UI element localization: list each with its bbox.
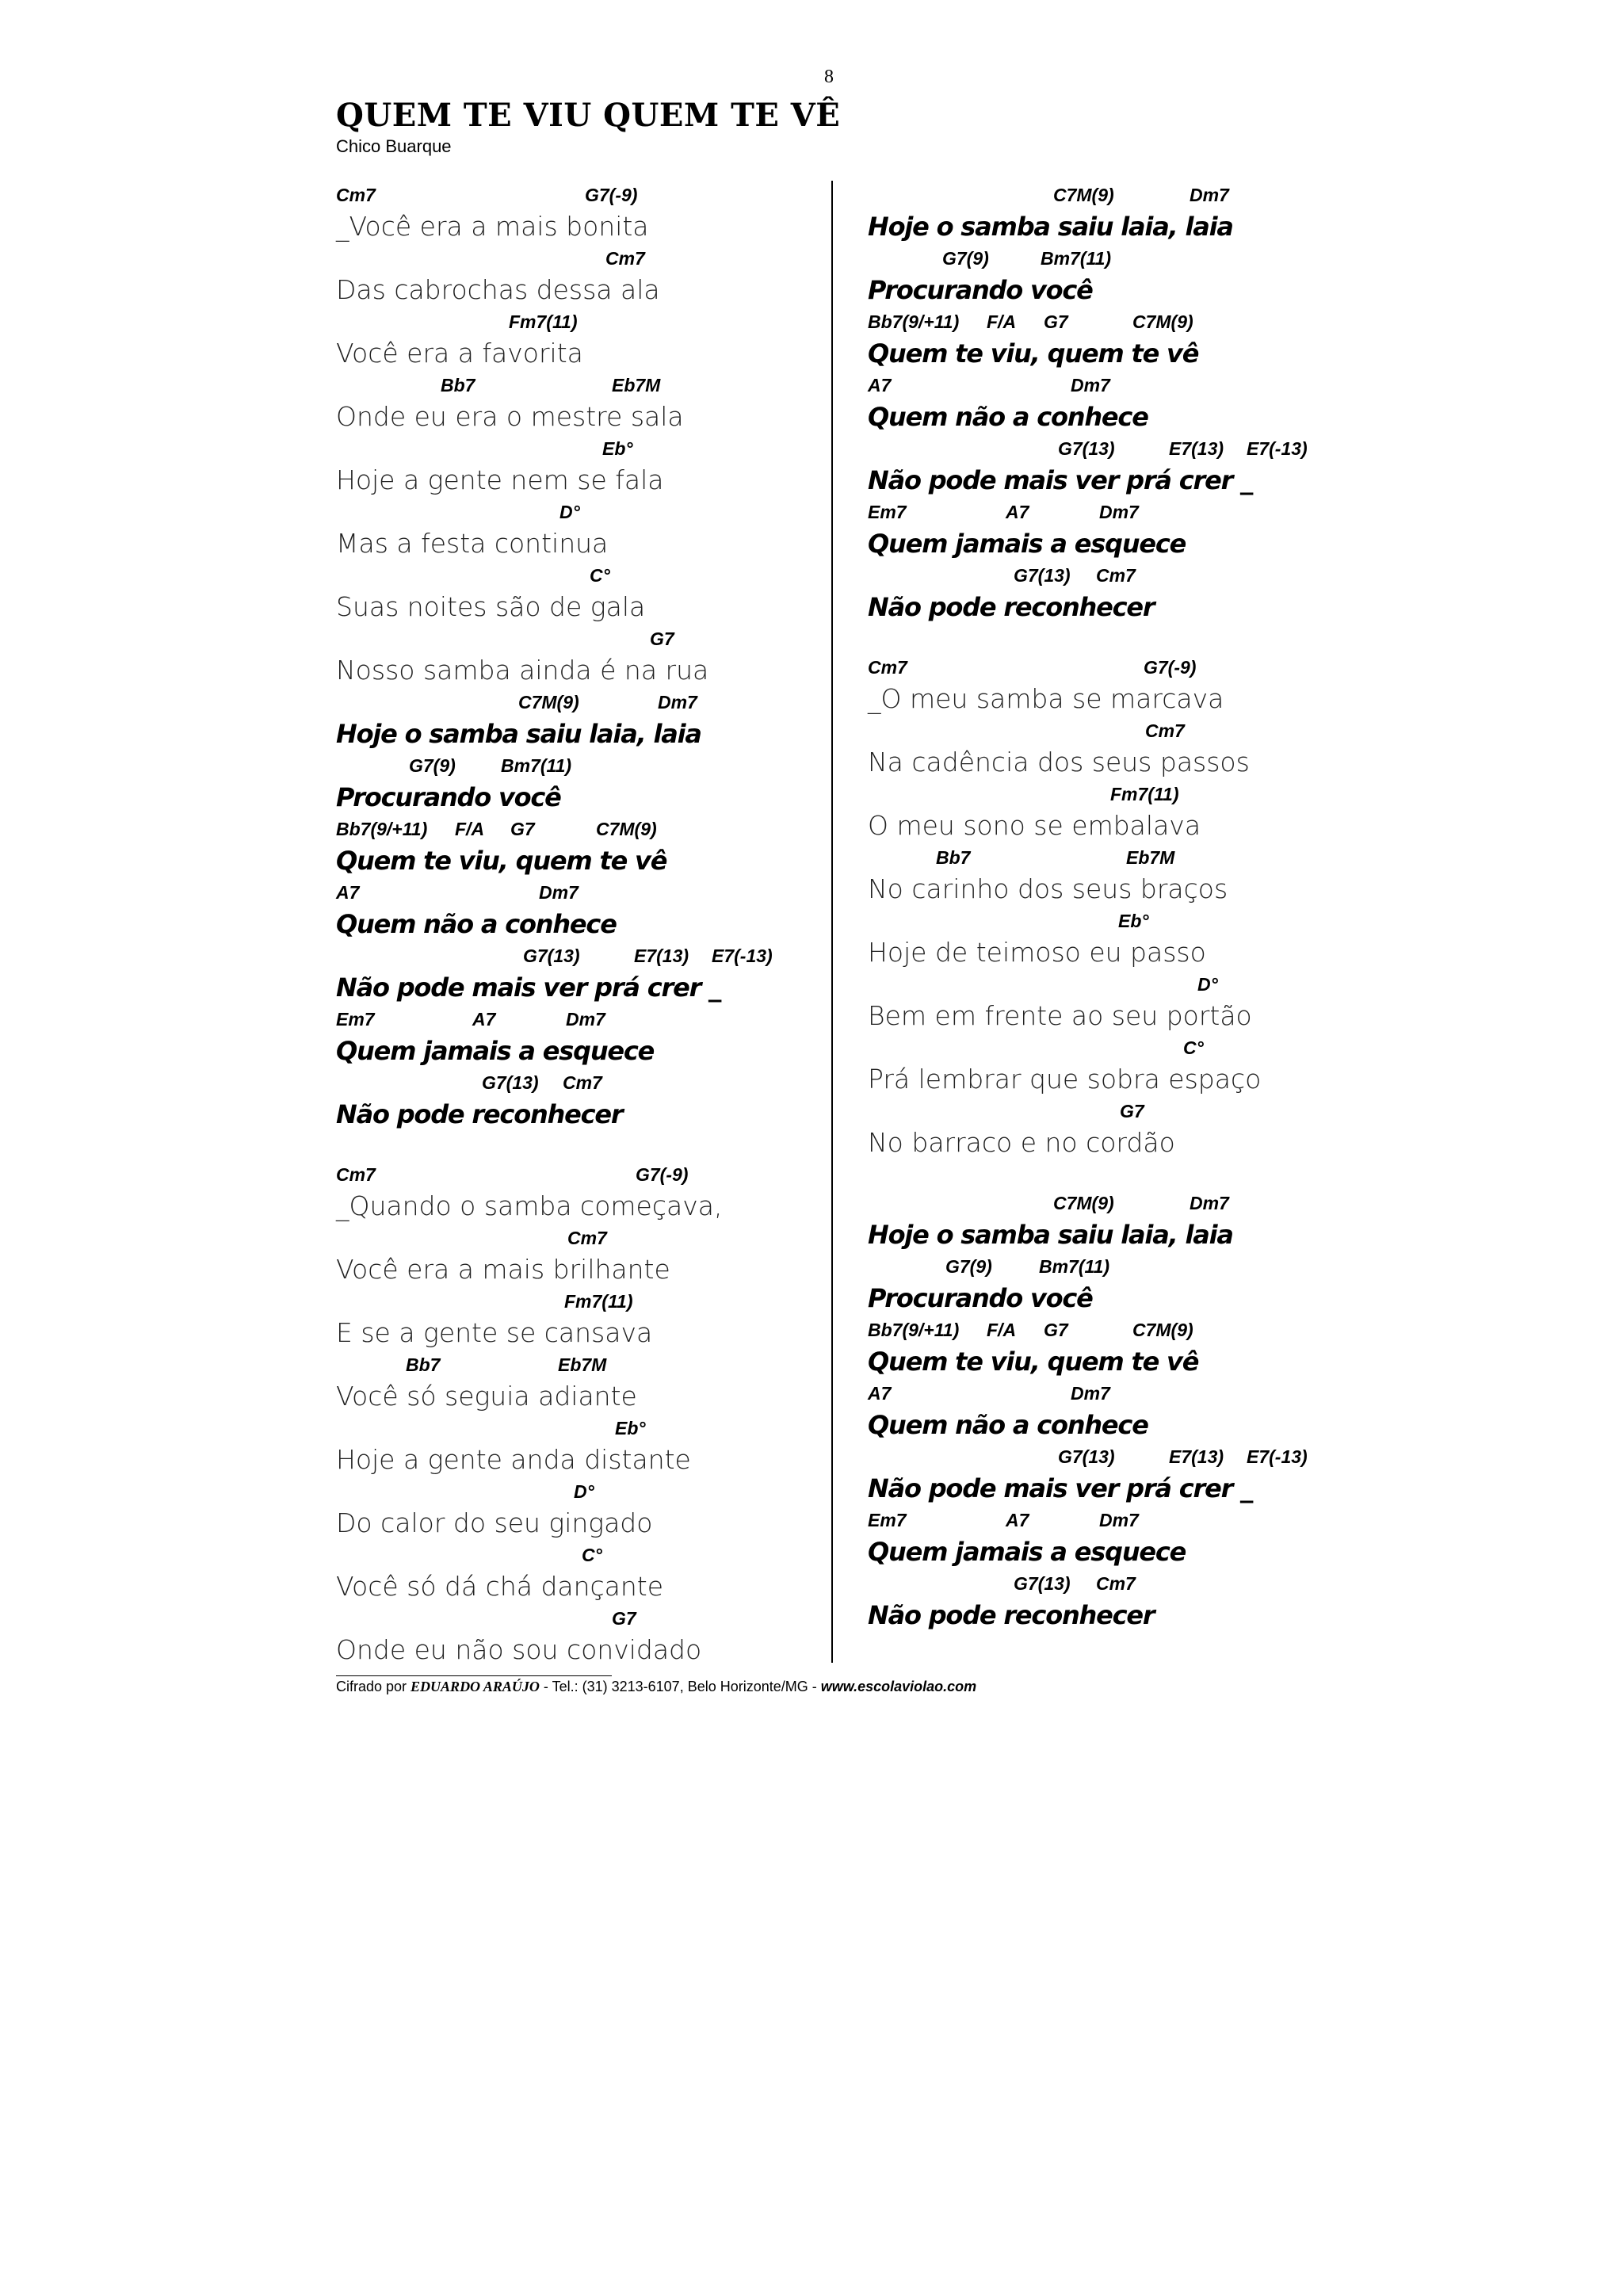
- chorus-lyric-line: Não pode reconhecer: [336, 1099, 623, 1129]
- chord-symbol: F/A: [987, 1320, 1017, 1340]
- chord-line: [336, 1544, 812, 1566]
- footer-contact: - Tel.: (31) 3213-6107, Belo Horizonte/MG -: [539, 1679, 821, 1694]
- chord-symbol: Dm7: [539, 882, 579, 903]
- chord-symbol: G7(-9): [636, 1164, 689, 1185]
- chord-symbol: Eb7M: [612, 375, 661, 395]
- stanza-gap: [336, 1135, 812, 1163]
- chord-symbol: F/A: [455, 819, 485, 839]
- chord-line: [868, 656, 1407, 678]
- chord-line: [336, 628, 812, 650]
- chord-line: [336, 311, 812, 333]
- page-number: 8: [824, 67, 834, 87]
- chord-symbol: D°: [574, 1481, 594, 1502]
- chord-symbol: G7: [612, 1608, 636, 1629]
- lyric-line: Hoje a gente nem se fala: [336, 464, 664, 495]
- chord-line: [868, 1382, 1407, 1404]
- lyric-line: Suas noites são de gala: [336, 591, 646, 622]
- chord-line: [868, 1192, 1407, 1214]
- footer-credit: [336, 1679, 976, 1695]
- chord-symbol: G7: [1120, 1101, 1144, 1121]
- lyric-line: Onde eu era o mestre sala: [336, 401, 684, 432]
- chord-symbol: Bb7: [406, 1354, 441, 1375]
- chord-line: [868, 783, 1407, 805]
- stanza-gap: [868, 628, 1407, 656]
- chord-line: [868, 247, 1407, 269]
- chorus-lyric-line: Não pode reconhecer: [868, 1600, 1155, 1630]
- chord-symbol: C°: [582, 1545, 602, 1565]
- chord-line: [336, 945, 812, 967]
- lyric-line: _O meu samba se marcava: [868, 683, 1224, 714]
- chord-symbol: Cm7: [868, 657, 907, 678]
- chord-line: [868, 973, 1407, 995]
- chord-line: [336, 881, 812, 904]
- chord-symbol: G7(-9): [585, 185, 638, 205]
- chord-symbol: Eb°: [1118, 911, 1149, 931]
- chorus-lyric-line: Não pode mais ver prá crer _: [336, 972, 720, 1003]
- chord-symbol: C7M(9): [1053, 185, 1114, 205]
- lyric-line: Você era a mais brilhante: [336, 1254, 670, 1285]
- chord-symbol: Bm7(11): [501, 755, 572, 776]
- chord-symbol: Eb7M: [1126, 847, 1175, 868]
- chord-line: [336, 1354, 812, 1376]
- chorus-lyric-line: Hoje o samba saiu laia, laia: [868, 1220, 1233, 1250]
- chord-symbol: Em7: [336, 1009, 375, 1030]
- chorus-lyric-line: Quem te viu, quem te vê: [336, 846, 667, 876]
- lyrics-column-right: [868, 184, 1407, 1636]
- chorus-lyric-line: Quem não a conhece: [336, 909, 617, 939]
- chord-symbol: G7(9): [942, 248, 989, 269]
- chorus-lyric-line: Procurando você: [336, 782, 561, 812]
- chord-line: [868, 1446, 1407, 1468]
- chord-line: [336, 564, 812, 586]
- footer-arranger: EDUARDO ARAÚJO: [411, 1679, 540, 1694]
- chord-line: [336, 247, 812, 269]
- chord-symbol: Bm7(11): [1041, 248, 1112, 269]
- chord-symbol: C7M(9): [596, 819, 657, 839]
- chord-symbol: Bb7(9/+11): [868, 1320, 960, 1340]
- chord-symbol: Dm7: [1190, 1193, 1229, 1213]
- lyric-line: _Você era a mais bonita: [336, 211, 649, 242]
- chord-symbol: A7: [868, 1383, 892, 1404]
- chorus-lyric-line: Não pode mais ver prá crer _: [868, 465, 1252, 495]
- chord-line: [868, 311, 1407, 333]
- chord-symbol: D°: [559, 502, 580, 522]
- chord-line: [336, 1163, 812, 1186]
- chord-symbol: Cm7: [1145, 720, 1185, 741]
- chord-line: [336, 374, 812, 396]
- chorus-lyric-line: Quem não a conhece: [868, 402, 1148, 432]
- chorus-lyric-line: Quem não a conhece: [868, 1410, 1148, 1440]
- chord-line: [336, 501, 812, 523]
- chord-symbol: Cm7: [605, 248, 645, 269]
- chorus-lyric-line: Quem jamais a esquece: [868, 1537, 1186, 1567]
- chord-symbol: E7(13): [1169, 438, 1224, 459]
- chord-line: [336, 1417, 812, 1439]
- chord-symbol: G7: [510, 819, 535, 839]
- chord-symbol: C7M(9): [518, 692, 579, 712]
- chord-symbol: Cm7: [1096, 1573, 1136, 1594]
- footer-website: www.escolaviolao.com: [820, 1679, 977, 1694]
- chord-line: [336, 437, 812, 460]
- chord-symbol: Em7: [868, 1510, 907, 1530]
- chord-symbol: Bb7(9/+11): [868, 311, 960, 332]
- chord-line: [868, 1037, 1407, 1059]
- chord-symbol: Dm7: [566, 1009, 605, 1030]
- chord-symbol: Dm7: [1099, 502, 1139, 522]
- lyrics-column-left: [336, 184, 812, 1671]
- chord-line: [868, 1319, 1407, 1341]
- chorus-lyric-line: Quem jamais a esquece: [868, 529, 1186, 559]
- lyric-line: No carinho dos seus braços: [868, 873, 1228, 904]
- chord-line: [336, 1072, 812, 1094]
- chord-line: [336, 1008, 812, 1030]
- chord-symbol: C°: [590, 565, 610, 586]
- chorus-lyric-line: Quem jamais a esquece: [336, 1036, 655, 1066]
- chord-symbol: Dm7: [1190, 185, 1229, 205]
- chord-symbol: Dm7: [1071, 375, 1110, 395]
- chord-symbol: G7: [1044, 311, 1068, 332]
- chord-symbol: Dm7: [1071, 1383, 1110, 1404]
- chord-symbol: Eb°: [602, 438, 633, 459]
- chord-symbol: Eb7M: [558, 1354, 607, 1375]
- chord-symbol: Dm7: [1099, 1510, 1139, 1530]
- chord-symbol: G7(9): [409, 755, 456, 776]
- chord-symbol: Cm7: [336, 1164, 376, 1185]
- chord-symbol: A7: [1006, 502, 1029, 522]
- chord-line: [336, 1480, 812, 1503]
- chord-line: [868, 564, 1407, 586]
- lyric-line: Mas a festa continua: [336, 528, 609, 559]
- song-artist: Chico Buarque: [336, 136, 452, 156]
- chord-symbol: A7: [1006, 1510, 1029, 1530]
- chord-symbol: C°: [1183, 1037, 1204, 1058]
- chorus-lyric-line: Procurando você: [868, 1283, 1093, 1313]
- chord-line: [868, 1100, 1407, 1122]
- lyric-line: Você só seguia adiante: [336, 1381, 637, 1412]
- chorus-lyric-line: Procurando você: [868, 275, 1093, 305]
- chord-line: [868, 184, 1407, 206]
- chorus-lyric-line: Não pode mais ver prá crer _: [868, 1473, 1252, 1503]
- chord-symbol: Fm7(11): [564, 1291, 633, 1312]
- chord-symbol: Cm7: [563, 1072, 602, 1093]
- chord-line: [868, 1509, 1407, 1531]
- chord-line: [336, 818, 812, 840]
- chord-symbol: Eb°: [615, 1418, 646, 1438]
- chord-symbol: G7(13): [1014, 565, 1071, 586]
- chorus-lyric-line: Hoje o samba saiu laia, laia: [868, 212, 1233, 242]
- chord-symbol: D°: [1197, 974, 1218, 995]
- footer-rule: [336, 1675, 612, 1676]
- chord-symbol: G7(9): [945, 1256, 992, 1277]
- footer-prefix: Cifrado por: [336, 1679, 411, 1694]
- lyric-line: E se a gente se cansava: [336, 1317, 653, 1348]
- lyric-line: Na cadência dos seus passos: [868, 747, 1250, 777]
- chord-line: [868, 910, 1407, 932]
- chord-symbol: Bb7: [936, 847, 971, 868]
- chord-line: [336, 1290, 812, 1312]
- chord-symbol: Em7: [868, 502, 907, 522]
- chord-symbol: E7(13): [634, 946, 689, 966]
- chord-symbol: C7M(9): [1053, 1193, 1114, 1213]
- chord-line: [336, 1607, 812, 1629]
- chord-line: [336, 184, 812, 206]
- lyric-line: Hoje de teimoso eu passo: [868, 937, 1206, 968]
- chord-symbol: Cm7: [336, 185, 376, 205]
- lyric-line: Prá lembrar que sobra espaço: [868, 1064, 1262, 1095]
- chord-line: [868, 1572, 1407, 1595]
- chord-line: [868, 501, 1407, 523]
- chorus-lyric-line: Hoje o samba saiu laia, laia: [336, 719, 701, 749]
- chord-symbol: E7(-13): [712, 946, 773, 966]
- chord-symbol: Fm7(11): [1110, 784, 1179, 804]
- chord-symbol: G7(-9): [1144, 657, 1197, 678]
- chord-line: [336, 755, 812, 777]
- column-divider: [831, 181, 833, 1663]
- chord-line: [868, 1255, 1407, 1278]
- chord-symbol: G7(13): [523, 946, 580, 966]
- lyric-line: Das cabrochas dessa ala: [336, 274, 660, 305]
- chord-symbol: A7: [868, 375, 892, 395]
- chord-line: [336, 691, 812, 713]
- chord-symbol: C7M(9): [1132, 311, 1193, 332]
- chord-line: [868, 846, 1407, 869]
- chord-symbol: Bm7(11): [1039, 1256, 1110, 1277]
- lyric-line: Nosso samba ainda é na rua: [336, 655, 709, 686]
- lyric-line: Você só dá chá dançante: [336, 1571, 664, 1602]
- chord-symbol: Bb7(9/+11): [336, 819, 428, 839]
- chord-symbol: Dm7: [658, 692, 697, 712]
- chord-symbol: Fm7(11): [509, 311, 578, 332]
- lyric-line: Do calor do seu gingado: [336, 1507, 653, 1538]
- lyric-line: O meu sono se embalava: [868, 810, 1201, 841]
- lyric-line: Você era a favorita: [336, 338, 583, 369]
- chord-symbol: E7(-13): [1247, 1446, 1308, 1467]
- chord-line: [336, 1227, 812, 1249]
- chord-symbol: F/A: [987, 311, 1017, 332]
- chord-line: [868, 437, 1407, 460]
- chord-symbol: Cm7: [1096, 565, 1136, 586]
- chord-symbol: G7(13): [482, 1072, 539, 1093]
- chorus-lyric-line: Quem te viu, quem te vê: [868, 338, 1199, 369]
- chorus-lyric-line: Quem te viu, quem te vê: [868, 1347, 1199, 1377]
- lyric-line: Onde eu não sou convidado: [336, 1634, 702, 1665]
- chord-line: [868, 720, 1407, 742]
- chord-symbol: G7(13): [1014, 1573, 1071, 1594]
- stanza-gap: [868, 1163, 1407, 1192]
- chorus-lyric-line: Não pode reconhecer: [868, 592, 1155, 622]
- chord-symbol: E7(-13): [1247, 438, 1308, 459]
- chord-symbol: Bb7: [441, 375, 475, 395]
- chord-symbol: A7: [336, 882, 360, 903]
- chord-symbol: E7(13): [1169, 1446, 1224, 1467]
- lyric-line: No barraco e no cordão: [868, 1127, 1175, 1158]
- chord-symbol: A7: [472, 1009, 496, 1030]
- chord-symbol: Cm7: [567, 1228, 607, 1248]
- chord-symbol: C7M(9): [1132, 1320, 1193, 1340]
- chord-symbol: G7(13): [1058, 438, 1115, 459]
- chord-line: [868, 374, 1407, 396]
- song-title: QUEM TE VIU QUEM TE VÊ: [336, 97, 841, 134]
- lyric-line: Hoje a gente anda distante: [336, 1444, 691, 1475]
- lyric-line: Bem em frente ao seu portão: [868, 1000, 1252, 1031]
- chord-symbol: G7: [1044, 1320, 1068, 1340]
- lyric-line: _Quando o samba começava,: [336, 1190, 723, 1221]
- chord-symbol: G7(13): [1058, 1446, 1115, 1467]
- chord-symbol: G7: [650, 628, 674, 649]
